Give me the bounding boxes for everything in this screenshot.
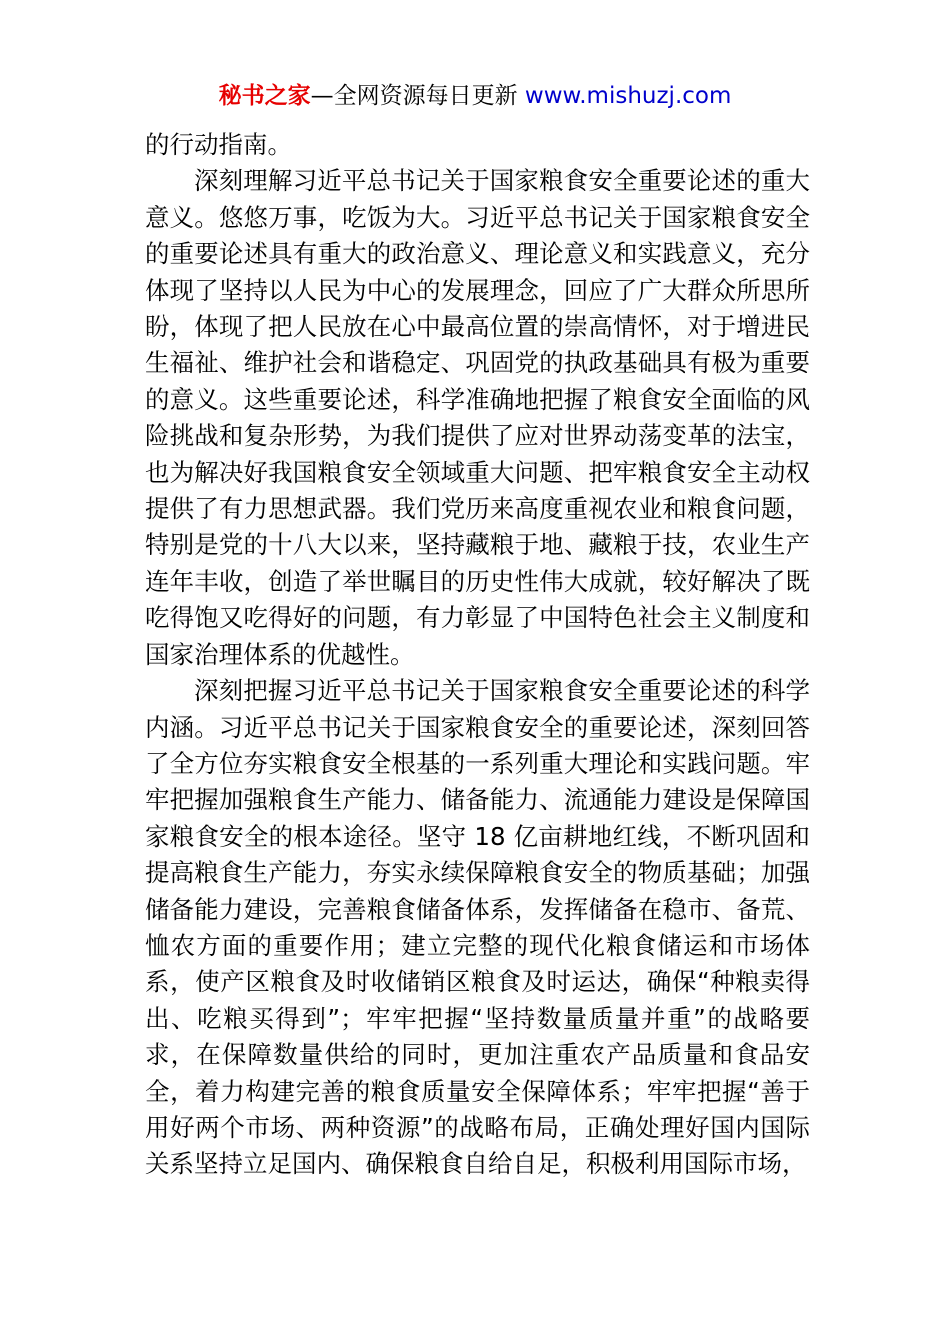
header-url-link[interactable]: www.mishuzj.com: [524, 83, 732, 109]
document-body: [145, 127, 810, 1183]
paragraph-significance: 深刻理解习近平总书记关于国家粮食安全重要论述的重大意义。悠悠万事，吃饭为大。习近平总书记关于国家粮食安全的重要论述具有重大的政治意义、理论意义和实践意义，充分体现了坚持以人民为中心的发展理念，回应了广大群众所思所盼，体现了把人民放在心中最高位置的崇高情怀，对于增进民生福祉、维护社会和谐稳定、巩固党的执政基础具有极为重要的意义。这些重要论述，科学准确地把握了粮食安全面临的风险挑战和复杂形势，为我们提供了应对世界动荡变革的法宝，也为解决好我国粮食安全领域重大问题、把牢粮食安全主动权提供了有力思想武器。我们党历来高度重视农业和粮食问题，特别是党的十八大以来，坚持藏粮于地、藏粮于技，农业生产连年丰收，创造了举世瞩目的历史性伟大成就，较好解决了既吃得饱又吃得好的问题，有力彰显了中国特色社会主义制度和国家治理体系的优越性。: [145, 166, 810, 669]
paragraph-continuation: 的行动指南。: [145, 130, 292, 159]
header-tagline: —全网资源每日更新: [310, 83, 525, 109]
page-header: [0, 80, 950, 112]
paragraph-connotation: 深刻把握习近平总书记关于国家粮食安全重要论述的科学内涵。习近平总书记关于国家粮食安全的重要论述，深刻回答了全方位夯实粮食安全根基的一系列重大理论和实践问题。牢牢把握加强粮食生产能力、储备能力、流通能力建设是保障国家粮食安全的根本途径。坚守 18 亿亩耕地红线，不断巩固和提高粮食生产能力，夯实永续保障粮食安全的物质基础；加强储备能力建设，完善粮食储备体系，发挥储备在稳市、备荒、恤农方面的重要作用；建立完整的现代化粮食储运和市场体系，使产区粮食及时收储销区粮食及时运达，确保“种粮卖得出、吃粮买得到”；牢牢把握“坚持数量质量并重”的战略要求，在保障数量供给的同时，更加注重农产品质量和食品安全，着力构建完善的粮食质量安全保障体系；牢牢把握“善于用好两个市场、两种资源”的战略布局，正确处理好国内国际关系坚持立足国内、确保粮食自给自足，积极利用国际市场，: [145, 676, 810, 1179]
header-brand: 秘书之家: [218, 83, 311, 109]
